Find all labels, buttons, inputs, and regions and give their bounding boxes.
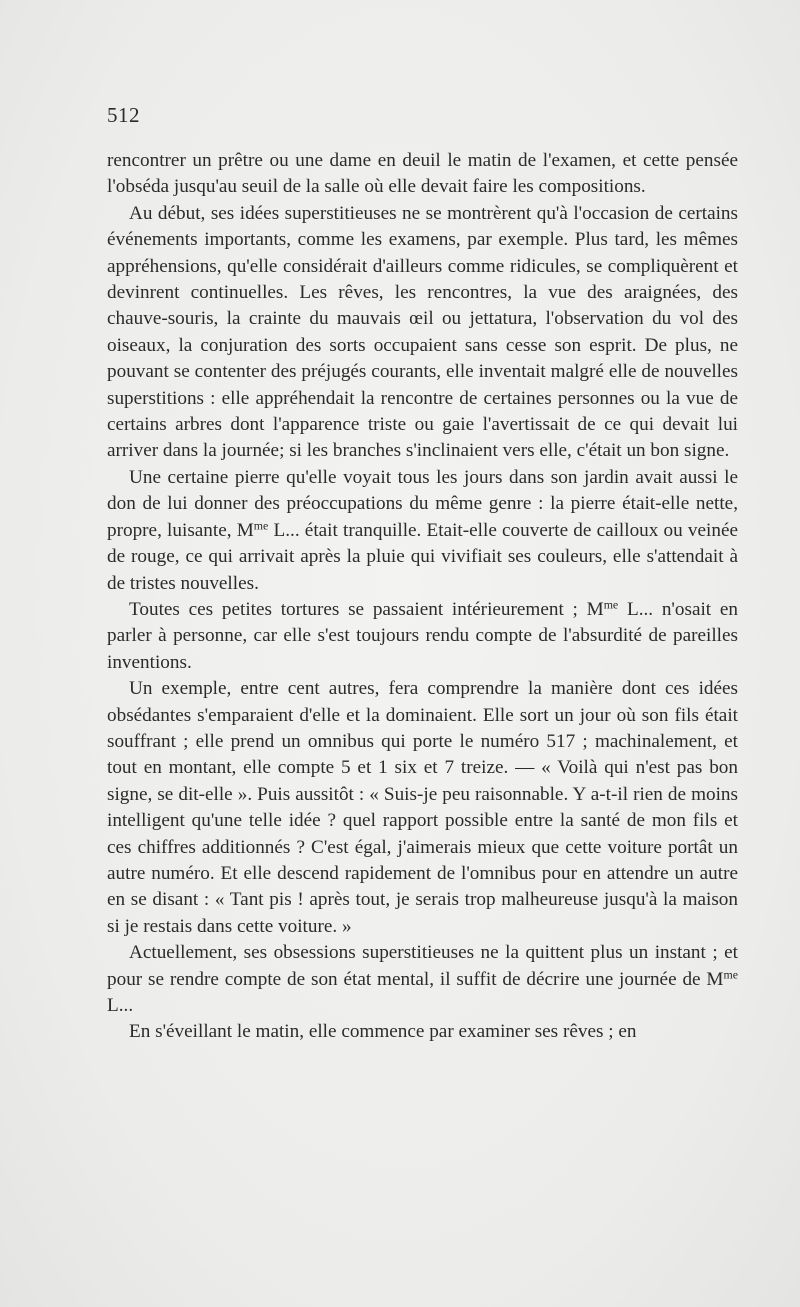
text-run: Actuellement, ses obsessions superstitieuses ne la quittent plus un instant ; et pour se rendre compte de son état mental, il suffit de décrire une journée de M: [107, 942, 738, 990]
paragraph-actuellement: [107, 940, 738, 1019]
text-run: L... n'osait en parler à personne, car elle s'est toujours rendu compte de l'absurdité de pareilles inventions.: [107, 598, 738, 673]
text-run: Un exemple, entre cent autres, fera comprendre la manière dont ces idées obsédantes s'emparaient d'elle et la dominaient. Elle sort un jour où son fils était souffrant ; elle prend un omnibus qui porte le numéro 517 ; machinalement, et tout en montant, elle compte 5 et 1 six et 7 treize. — « Voilà qui n'est pas bon signe, se dit-elle ». Puis aussitôt : « Suis-je peu raisonnable. Y a-t-il rien de moins intelligent qu'une telle idée ? quel rapport possible entre la santé de mon fils et ces chiffres additionnés ? C'est égal, j'aimerais mieux que cette voiture portât un autre numéro. Et elle descend rapidement de l'omnibus pour en attendre un autre en se disant : « Tant pis ! après tout, je serais trop malheureuse jusqu'à la maison si je restais dans cette voiture. »: [107, 678, 738, 937]
body-text: [107, 148, 738, 1046]
paragraph-pierre: [107, 465, 738, 597]
superscript: me: [603, 597, 619, 612]
superscript: me: [723, 967, 738, 982]
superscript: me: [253, 518, 269, 533]
paragraph-tortures: [107, 597, 738, 676]
paragraph-exemple: [107, 676, 738, 940]
text-run: Toutes ces petites tortures se passaient intérieurement ; M: [129, 598, 604, 620]
paragraph-eveillant: [107, 1019, 738, 1045]
text-run: L... était tranquille. Etait-elle couverte de cailloux ou veinée de rouge, ce qui arrivait après la pluie qui vivifiait ses couleurs, elle s'attendait à de tristes nouvelles.: [107, 519, 738, 594]
text-run: Une certaine pierre qu'elle voyait tous les jours dans son jardin avait aussi le don de lui donner des préoccupations du même genre : la pierre était-elle nette, propre, luisante, M: [107, 466, 738, 541]
paragraph-continuation: [107, 148, 738, 201]
text-run: rencontrer un prêtre ou une dame en deuil le matin de l'examen, et cette pensée l'obséda jusqu'au seuil de la salle où elle devait faire les compositions.: [107, 150, 738, 198]
text-run: En s'éveillant le matin, elle commence par examiner ses rêves ; en: [129, 1021, 637, 1043]
text-run: Au début, ses idées superstitieuses ne se montrèrent qu'à l'occasion de certains événements importants, comme les examens, par exemple. Plus tard, les mêmes appréhensions, qu'elle considérait d'ailleurs comme ridicules, se compliquèrent et devinrent continuelles. Les rêves, les rencontres, la vue des araignées, des chauve-souris, la crainte du mauvais œil ou jettatura, l'observation du vol des oiseaux, la conjuration des sorts occupaient sans cesse son esprit. De plus, ne pouvant se contenter des préjugés courants, elle inventait malgré elle de nouvelles superstitions : elle appréhendait la rencontre de certaines personnes ou la vue de certains arbres dont l'apparence triste ou gaie l'avertissait de ce qui devait lui arriver dans la journée; si les branches s'inclinaient vers elle, c'était un bon signe.: [107, 202, 738, 462]
paragraph-debut: [107, 201, 738, 465]
page-number: 512: [107, 103, 140, 127]
text-run: L...: [107, 995, 134, 1016]
